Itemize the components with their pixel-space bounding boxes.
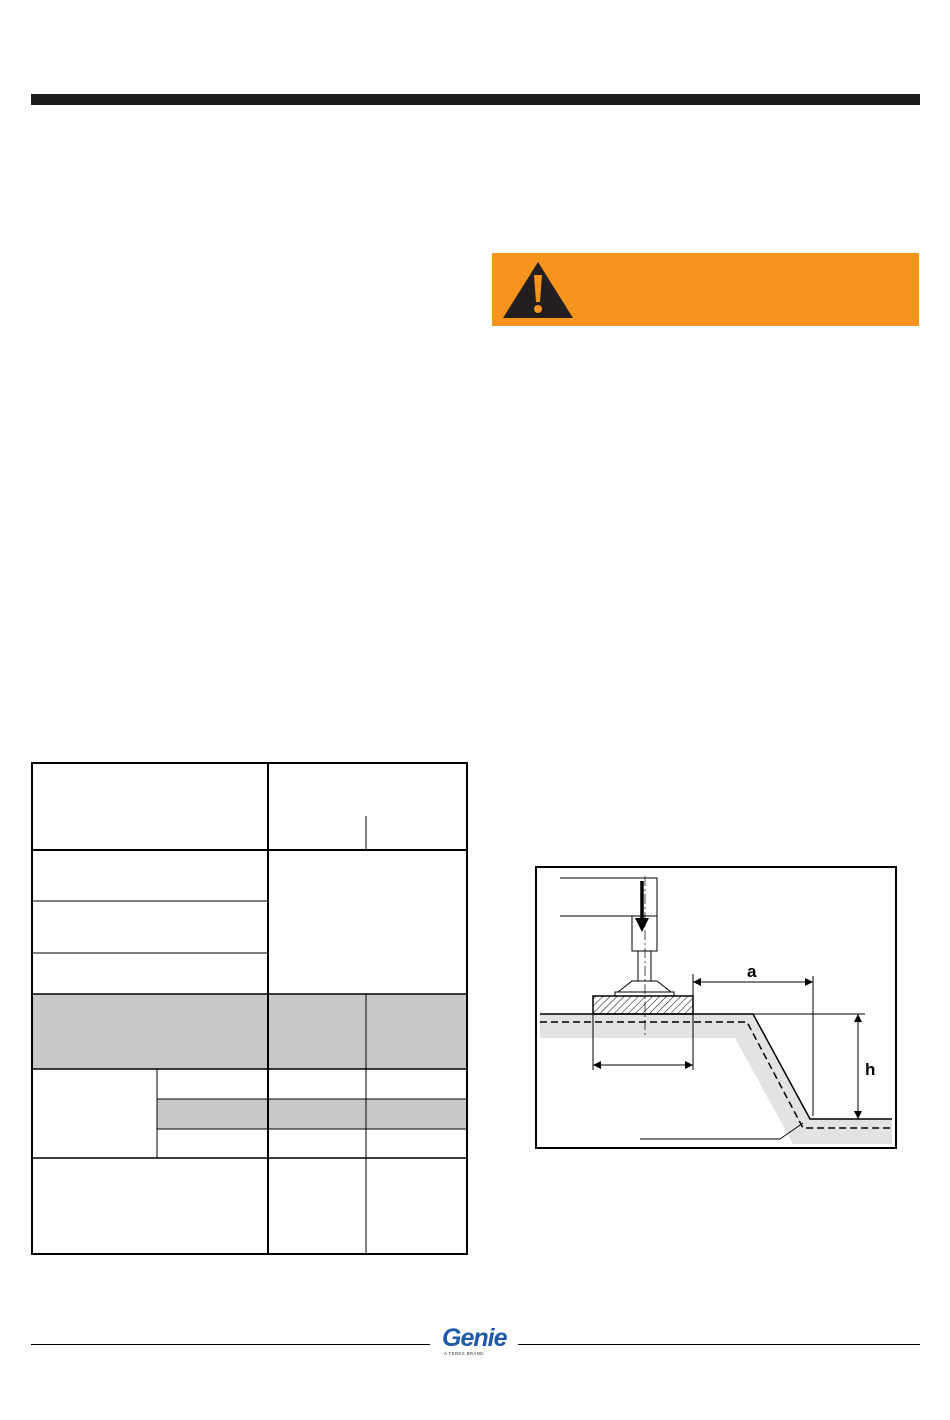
warning-triangle-icon	[500, 259, 576, 321]
slope-diagram	[535, 866, 897, 1149]
table-row-shaded	[157, 1099, 467, 1129]
dimension-label-h: h	[865, 1060, 876, 1079]
header-rule	[31, 94, 920, 105]
specification-table	[31, 762, 468, 1255]
dimension-label-a: a	[747, 962, 757, 981]
warning-banner	[492, 253, 919, 326]
table-row-shaded-header	[32, 994, 467, 1069]
footer-rule-right	[518, 1344, 920, 1345]
logo-wordmark: Genie	[442, 1324, 507, 1352]
footer-rule-left	[31, 1344, 430, 1345]
logo-tagline: A TEREX BRAND	[444, 1351, 484, 1356]
genie-logo	[438, 1324, 516, 1358]
